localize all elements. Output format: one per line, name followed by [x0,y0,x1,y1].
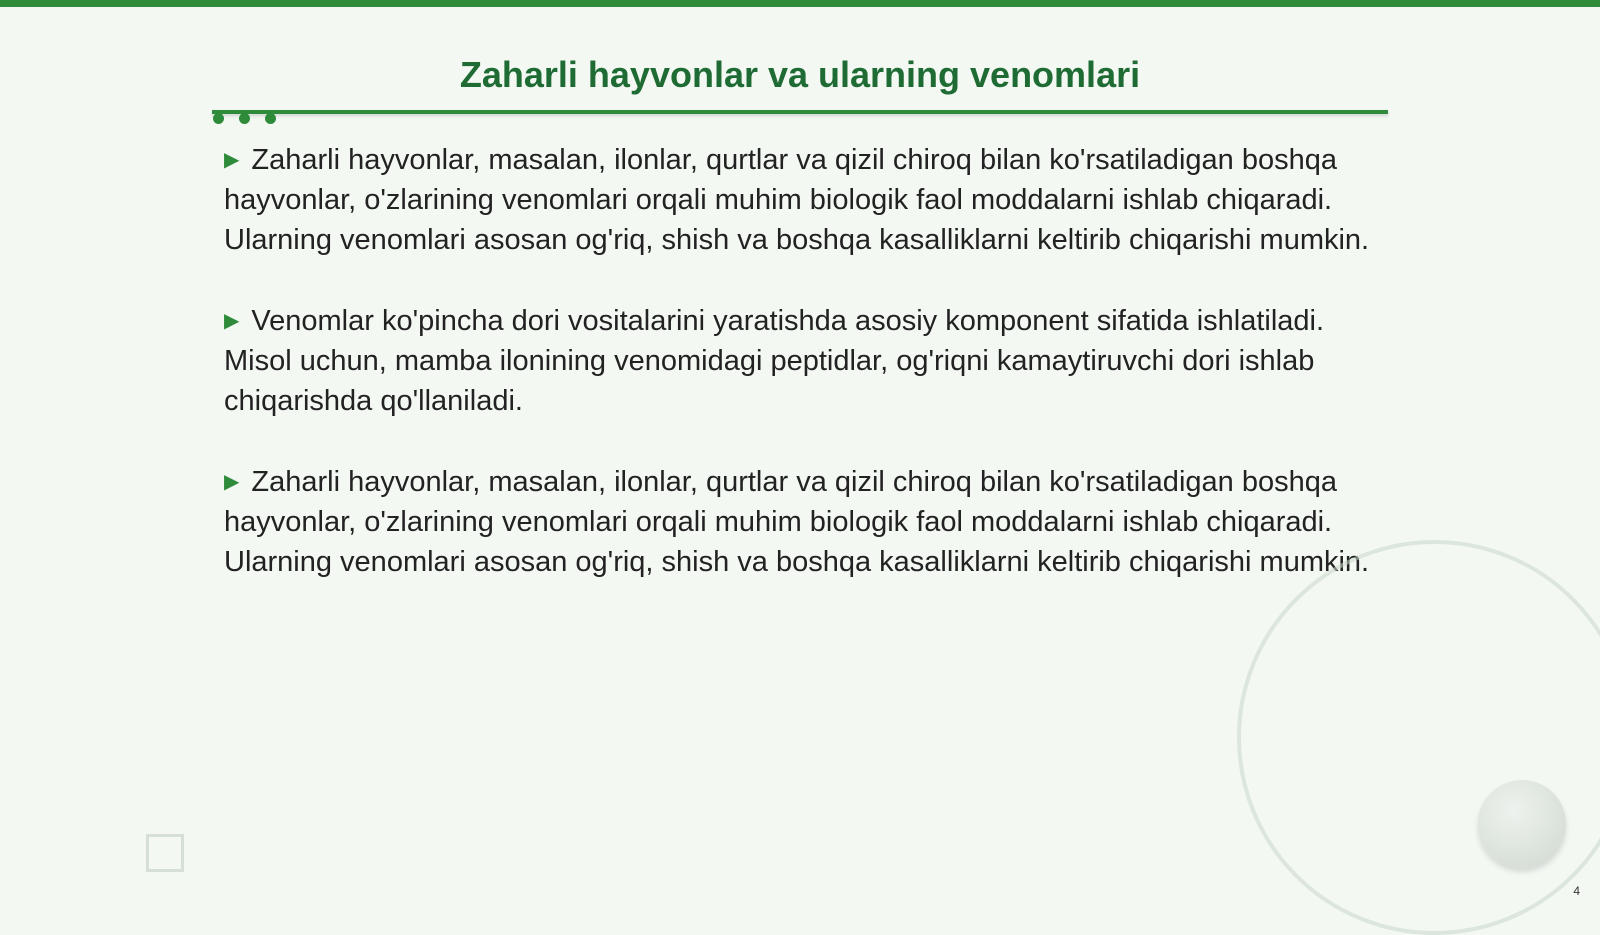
slide-title: Zaharli hayvonlar va ularning venomlari [459,54,1141,95]
bullet-item [224,462,1374,582]
triangle-bullet-icon: ▶ [224,471,240,493]
bullet-item [224,140,1374,260]
decorative-dot [213,113,224,124]
decorative-square [146,834,184,872]
bullet-text: Zaharli hayvonlar, masalan, ilonlar, qurtlar va qizil chiroq bilan ko'rsatiladigan boshqa hayvonlar, o'zlarining venomlari orqali muhim biologik faol moddalarni ishlab chiqaradi. Ularning venomlari asosan og'riq, shish va boshqa kasalliklarni keltirib chiqarishi mumkin. [224,144,1370,256]
page-number: 4 [1573,884,1580,898]
decorative-dot [265,113,276,124]
bullet-text: Venomlar ko'pincha dori vositalarini yaratishda asosiy komponent sifatida ishlatiladi. Misol uchun, mamba ilonining venomidagi peptidlar, og'riqni kamaytiruvchi dori ishlab chiqarishda qo'llaniladi. [224,305,1325,417]
top-accent-bar [0,0,1600,7]
title-underline [212,110,1388,114]
bullet-list [224,140,1374,623]
decorative-sphere [1478,780,1566,868]
triangle-bullet-icon: ▶ [224,149,240,171]
triangle-bullet-icon: ▶ [224,310,240,332]
decorative-dot [239,113,250,124]
bullet-item [224,301,1374,421]
bullet-text: Zaharli hayvonlar, masalan, ilonlar, qurtlar va qizil chiroq bilan ko'rsatiladigan boshqa hayvonlar, o'zlarining venomlari orqali muhim biologik faol moddalarni ishlab chiqaradi. Ularning venomlari asosan og'riq, shish va boshqa kasalliklarni keltirib chiqarishi mumkin. [224,466,1370,578]
